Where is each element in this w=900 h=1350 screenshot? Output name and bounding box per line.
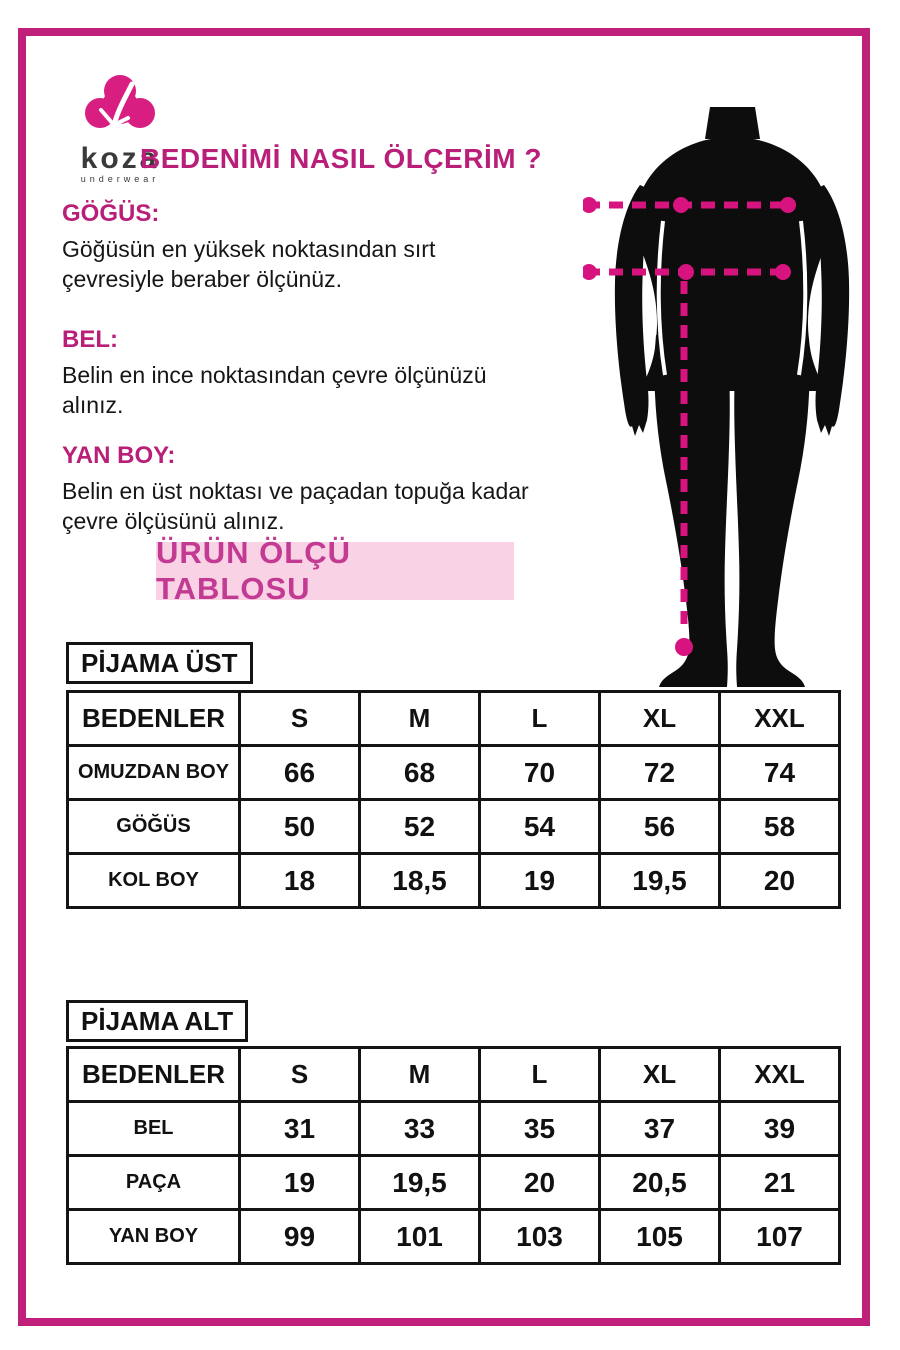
table-label-pijama-alt: PİJAMA ALT (66, 1000, 248, 1042)
value-cell: 105 (600, 1210, 720, 1264)
brand-tagline: underwear (80, 174, 160, 184)
value-cell: 20 (480, 1156, 600, 1210)
header-cell: XXL (720, 692, 840, 746)
section-text: Belin en üst noktası ve paçadan topuğa kadar çevre ölçüsünü alınız. (62, 478, 529, 534)
section-heading: BEL: (62, 326, 118, 353)
value-cell: 20,5 (600, 1156, 720, 1210)
size-table-pijama-alt (66, 1046, 841, 1265)
table-row (68, 746, 840, 800)
value-cell: 35 (480, 1102, 600, 1156)
value-cell: 68 (360, 746, 480, 800)
value-cell: 18,5 (360, 854, 480, 908)
section-heading: GÖĞÜS: (62, 200, 160, 227)
size-table-pijama-ust (66, 690, 841, 909)
row-label: YAN BOY (68, 1210, 240, 1264)
value-cell: 107 (720, 1210, 840, 1264)
value-cell: 50 (240, 800, 360, 854)
page-title: BEDENİMİ NASIL ÖLÇERİM ? (140, 143, 542, 174)
value-cell: 19 (240, 1156, 360, 1210)
header-cell: XL (600, 692, 720, 746)
header-cell: M (360, 1048, 480, 1102)
value-cell: 70 (480, 746, 600, 800)
value-cell: 101 (360, 1210, 480, 1264)
table-row (68, 1156, 840, 1210)
value-cell: 37 (600, 1102, 720, 1156)
value-cell: 52 (360, 800, 480, 854)
value-cell: 54 (480, 800, 600, 854)
header-cell: XXL (720, 1048, 840, 1102)
value-cell: 56 (600, 800, 720, 854)
section-text: Belin en ince noktasından çevre ölçünüzü alınız. (62, 362, 487, 418)
value-cell: 103 (480, 1210, 600, 1264)
silhouette-shape (615, 107, 849, 687)
section-heading: YAN BOY: (62, 442, 176, 469)
row-label: PAÇA (68, 1156, 240, 1210)
section-yanboy (62, 442, 532, 536)
section-gogus (62, 200, 532, 294)
header-cell: S (240, 692, 360, 746)
table-header-row (68, 1048, 840, 1102)
value-cell: 21 (720, 1156, 840, 1210)
header-cell: L (480, 1048, 600, 1102)
table-label-pijama-ust: PİJAMA ÜST (66, 642, 253, 684)
value-cell: 20 (720, 854, 840, 908)
header-cell: BEDENLER (68, 692, 240, 746)
value-cell: 19,5 (600, 854, 720, 908)
table-header-row (68, 692, 840, 746)
value-cell: 66 (240, 746, 360, 800)
row-label: BEL (68, 1102, 240, 1156)
value-cell: 72 (600, 746, 720, 800)
value-cell: 39 (720, 1102, 840, 1156)
section-text: Göğüsün en yüksek noktasından sırt çevresiyle beraber ölçünüz. (62, 236, 436, 292)
table-row (68, 854, 840, 908)
value-cell: 31 (240, 1102, 360, 1156)
row-label: KOL BOY (68, 854, 240, 908)
section-bel (62, 326, 532, 420)
value-cell: 19,5 (360, 1156, 480, 1210)
body-silhouette (583, 73, 883, 693)
header-cell: S (240, 1048, 360, 1102)
header-cell: M (360, 692, 480, 746)
table-row (68, 800, 840, 854)
value-cell: 99 (240, 1210, 360, 1264)
value-cell: 74 (720, 746, 840, 800)
header-cell: L (480, 692, 600, 746)
cotton-boll-icon (70, 72, 170, 146)
row-label: GÖĞÜS (68, 800, 240, 854)
value-cell: 33 (360, 1102, 480, 1156)
size-table-banner: ÜRÜN ÖLÇÜ TABLOSU (156, 542, 514, 600)
table-row (68, 1210, 840, 1264)
header-cell: XL (600, 1048, 720, 1102)
row-label: OMUZDAN BOY (68, 746, 240, 800)
brand-name: koza (80, 142, 160, 175)
value-cell: 19 (480, 854, 600, 908)
header-cell: BEDENLER (68, 1048, 240, 1102)
value-cell: 18 (240, 854, 360, 908)
value-cell: 58 (720, 800, 840, 854)
table-row (68, 1102, 840, 1156)
